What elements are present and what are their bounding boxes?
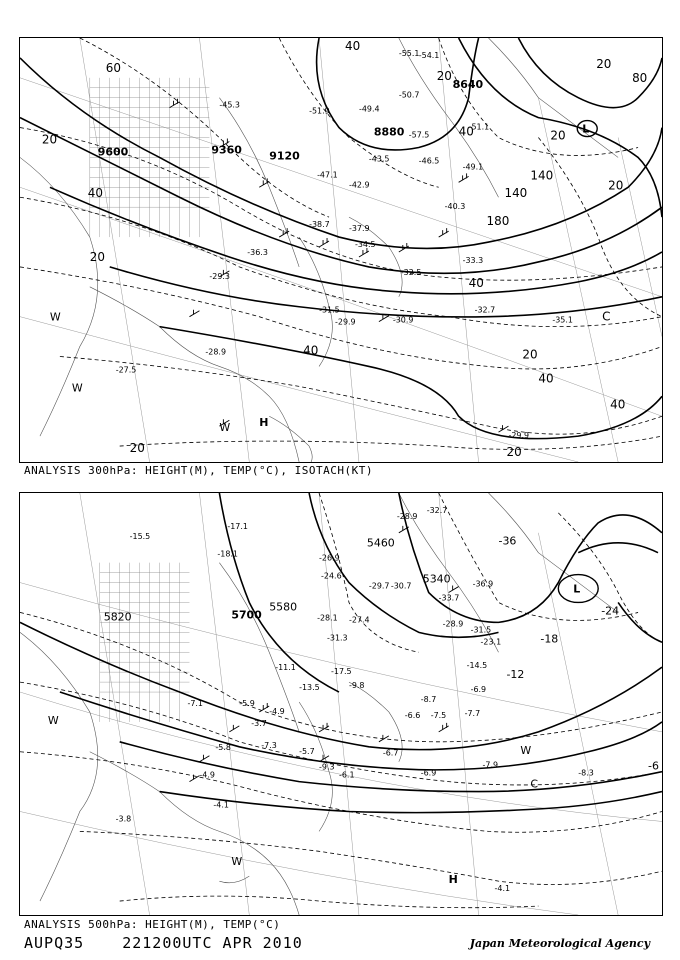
isotach-label: 40 xyxy=(303,343,319,358)
warm-center: W xyxy=(71,381,83,395)
station-value: -26.9 xyxy=(319,553,340,563)
station-value: -7.9 xyxy=(482,760,499,770)
temp-label: -33.3 xyxy=(462,255,484,265)
warm-center: W xyxy=(520,743,532,757)
station-value: -18.1 xyxy=(217,549,238,559)
height-label-8640: 8640 xyxy=(452,77,484,91)
temp-label: -50.7 xyxy=(398,90,420,100)
station-value: -13.5 xyxy=(299,683,320,693)
high-center: H xyxy=(259,416,269,430)
station-value: -32.7 xyxy=(426,505,448,515)
station-value: -4.9 xyxy=(269,706,285,716)
isotherm-label: -6 xyxy=(648,759,659,773)
isotach-label: 20 xyxy=(550,128,566,143)
station-value: -24.6 xyxy=(321,571,342,581)
temp-label: -27.5 xyxy=(115,365,137,375)
station-value: -9.8 xyxy=(348,681,365,691)
isotach-label: 40 xyxy=(610,397,626,412)
temp-label: -29.9 xyxy=(508,431,530,441)
hatched-area xyxy=(100,563,190,722)
station-value: -5.8 xyxy=(215,742,231,752)
height-label-9360: 9360 xyxy=(211,143,242,157)
temp-label: -34.5 xyxy=(354,240,376,250)
temp-label: -43.5 xyxy=(368,154,390,164)
station-value: -17.5 xyxy=(331,667,352,677)
station-value: -33.7 xyxy=(438,593,460,603)
height-contours xyxy=(20,38,662,439)
station-value: -31.3 xyxy=(327,633,348,643)
cold-center: C xyxy=(530,777,539,791)
valid-time: 221200UTC APR 2010 xyxy=(122,934,303,952)
isotach-label: 20 xyxy=(506,445,522,460)
temp-label: -57.5 xyxy=(408,130,430,140)
station-value: -6.1 xyxy=(339,770,355,780)
low-center: L xyxy=(573,582,581,596)
station-value: -7.7 xyxy=(464,708,481,718)
station-value: -28.9 xyxy=(442,619,464,629)
temp-label: -37.9 xyxy=(348,224,370,234)
isotherm-label: -36 xyxy=(498,534,517,548)
product-header xyxy=(24,934,331,952)
dashed-isotherms xyxy=(20,493,662,908)
temp-label: -51.9 xyxy=(309,106,330,116)
isotach-label: 20 xyxy=(596,56,612,71)
isotach-label: 20 xyxy=(608,178,624,193)
station-value: -8.7 xyxy=(420,695,437,705)
height-label-5820: 5820 xyxy=(103,610,132,624)
isotach-label: 20 xyxy=(129,441,145,456)
height-contours xyxy=(20,493,662,813)
temp-label: -32.7 xyxy=(474,305,496,315)
isotach-label: 140 xyxy=(504,186,528,201)
high-center: H xyxy=(448,873,458,887)
warm-center: W xyxy=(231,855,243,869)
station-value: -4.1 xyxy=(213,800,229,810)
graticule xyxy=(20,493,662,915)
isotach-label: 20 xyxy=(41,132,58,147)
station-value: -23.1 xyxy=(480,637,502,647)
station-value: -27.4 xyxy=(348,615,370,625)
station-value: -5.7 xyxy=(299,746,315,756)
warm-center: W xyxy=(47,713,59,727)
isotach-label: 60 xyxy=(105,60,121,75)
map-500hpa-canvas xyxy=(20,493,662,915)
height-label-5700: 5700 xyxy=(231,608,262,622)
map-300hpa-canvas xyxy=(20,38,662,462)
temp-label: -47.1 xyxy=(317,170,338,180)
height-label-9120: 9120 xyxy=(269,149,300,163)
low-center: L xyxy=(582,122,590,136)
dashed-isolines xyxy=(20,38,662,449)
isotherm-label: -12 xyxy=(506,668,525,682)
station-value: -7.1 xyxy=(187,698,204,708)
cold-center: C xyxy=(602,309,611,324)
isotherm-label: -18 xyxy=(540,632,559,646)
station-value: -15.5 xyxy=(129,531,151,541)
isotach-label: 40 xyxy=(87,186,104,201)
product-code: AUPQ35 xyxy=(24,934,85,952)
isotach-label: 80 xyxy=(632,70,648,85)
temp-label: -29.3 xyxy=(209,271,231,281)
temp-label: -29.9 xyxy=(335,317,356,327)
isotach-label: 140 xyxy=(530,168,554,183)
height-label-5340: 5340 xyxy=(422,572,451,586)
station-value: -14.5 xyxy=(466,661,488,671)
temp-label: -46.5 xyxy=(418,156,440,166)
isotherm-label: -24 xyxy=(601,604,620,618)
warm-center: W xyxy=(219,421,231,435)
temp-label: -31.5 xyxy=(319,305,340,315)
isotach-label: 40 xyxy=(468,275,484,290)
temp-label: -54.1 xyxy=(418,50,440,60)
isotach-label: 20 xyxy=(436,68,452,83)
isotach-label: 20 xyxy=(522,347,538,362)
height-label-5460: 5460 xyxy=(366,536,395,550)
isotach-label: 40 xyxy=(458,124,474,139)
station-value: -8.3 xyxy=(578,768,594,778)
graticule xyxy=(20,38,662,462)
station-value: -36.9 xyxy=(472,579,494,589)
isotach-label: 40 xyxy=(344,38,361,53)
temp-label: -45.3 xyxy=(219,100,240,110)
station-value: -6.6 xyxy=(404,710,421,720)
station-value: -4.1 xyxy=(494,884,511,894)
station-value: -17.1 xyxy=(227,521,248,531)
isotach-label: 20 xyxy=(89,249,105,264)
temp-label: -40.3 xyxy=(444,202,466,212)
height-label-8880: 8880 xyxy=(373,125,405,139)
station-value: -30.7 xyxy=(390,581,412,591)
warm-center: W xyxy=(49,310,61,324)
station-value: -9.3 xyxy=(319,762,335,772)
caption-300hpa: ANALYSIS 300hPa: HEIGHT(M), TEMP(°C), ISOTACH(KT) xyxy=(24,464,374,477)
height-label-5580: 5580 xyxy=(269,600,298,614)
station-value: -31.5 xyxy=(470,625,492,635)
station-value: -11.1 xyxy=(275,663,296,673)
temp-label: -30.9 xyxy=(392,315,414,325)
agency-name: Japan Meteorological Agency xyxy=(469,937,650,950)
station-value: -6.9 xyxy=(420,768,437,778)
station-value: -3.7 xyxy=(251,718,267,728)
isotach-label: 180 xyxy=(486,214,510,229)
map-300hpa xyxy=(19,37,663,463)
isotach-label: 40 xyxy=(538,371,554,386)
temp-label: -32.5 xyxy=(400,267,422,277)
temp-label: -38.7 xyxy=(309,220,330,230)
station-value: -5.9 xyxy=(239,698,255,708)
temp-label: -35.1 xyxy=(552,315,573,325)
station-value: -28.1 xyxy=(317,613,338,623)
station-value: -6.9 xyxy=(470,685,487,695)
station-value: -7.3 xyxy=(261,740,277,750)
temp-label: -28.9 xyxy=(205,347,227,357)
station-value: -3.8 xyxy=(115,814,132,824)
station-value: -28.9 xyxy=(396,511,418,521)
temp-label: -55.1 xyxy=(398,48,420,58)
caption-500hpa: ANALYSIS 500hPa: HEIGHT(M), TEMP(°C) xyxy=(24,918,281,931)
temp-label: -49.4 xyxy=(358,104,380,114)
map-500hpa xyxy=(19,492,663,916)
station-value: -7.5 xyxy=(430,710,447,720)
temp-label: -42.9 xyxy=(348,180,370,190)
height-label-9600: 9600 xyxy=(97,145,129,159)
temp-label: -51.1 xyxy=(468,122,490,132)
station-value: -29.7 xyxy=(368,581,390,591)
temp-label: -36.3 xyxy=(247,247,268,257)
station-value: -4.9 xyxy=(199,770,215,780)
station-value: -6.7 xyxy=(382,748,399,758)
temp-label: -49.1 xyxy=(462,162,484,172)
